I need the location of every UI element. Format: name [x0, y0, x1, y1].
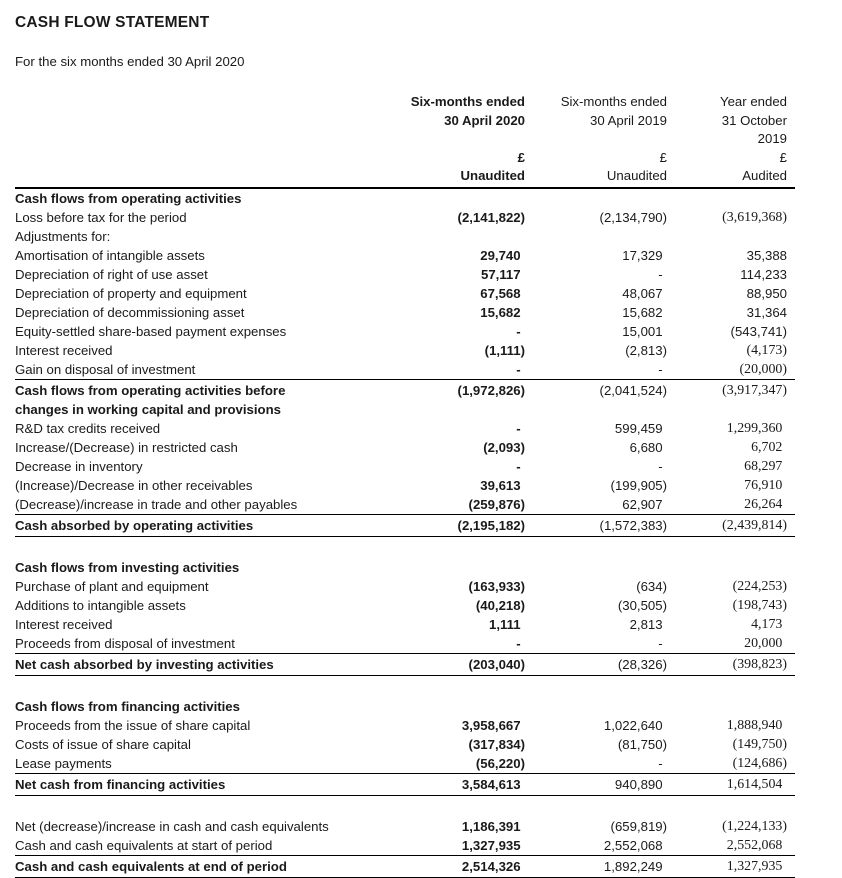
amount: - [658, 755, 663, 771]
table-row [15, 438, 795, 457]
row-label-line1: (Decrease)/increase in trade and other payables [15, 496, 298, 512]
column-header-six-months-2019-audit-status: Unaudited [606, 168, 667, 183]
table-row [15, 303, 795, 322]
column-header-six-months-2019-line1: 30 April 2019 [590, 112, 667, 128]
row-label-line1: Cash absorbed by operating activities [15, 517, 254, 533]
value-year-ended-2019 [667, 265, 795, 284]
amount: 2,514,326 [461, 858, 521, 874]
row-label-line1: (Increase)/Decrease in other receivables [15, 477, 253, 493]
value-six-months-2020 [370, 419, 525, 438]
header-audit-row [15, 167, 795, 186]
value-six-months-2019 [525, 634, 667, 653]
row-label [15, 634, 370, 653]
row-label-line2: changes in working capital and provisions [15, 401, 282, 417]
value-year-ended-2019 [667, 438, 795, 457]
table-row [15, 246, 795, 265]
amount: 114,233 [740, 266, 787, 282]
row-label-line1: Proceeds from the issue of share capital [15, 717, 251, 733]
row-label [15, 775, 370, 794]
row-label-line1: Interest received [15, 616, 113, 632]
row-label-line1: Interest received [15, 342, 113, 358]
amount: (259,876) [468, 496, 525, 512]
value-six-months-2019 [525, 857, 667, 876]
row-label-line1: Depreciation of right of use asset [15, 266, 208, 282]
value-year-ended-2019 [667, 341, 795, 360]
amount: 6,702 [751, 439, 783, 455]
value-six-months-2020 [370, 284, 525, 303]
amount: - [658, 635, 663, 651]
row-label-line1: R&D tax credits received [15, 420, 161, 436]
table-row [15, 735, 795, 754]
value-year-ended-2019 [667, 615, 795, 634]
amount: 1,614,504 [726, 776, 783, 792]
value-year-ended-2019 [667, 360, 795, 379]
value-six-months-2019 [525, 476, 667, 495]
column-header-six-months-2020-currency: £ [517, 149, 525, 165]
row-label [15, 735, 370, 754]
header-line-row [15, 112, 795, 131]
value-six-months-2019 [525, 577, 667, 596]
table-row [15, 596, 795, 615]
row-label [15, 516, 370, 535]
value-six-months-2020 [370, 360, 525, 379]
value-six-months-2020 [370, 438, 525, 457]
row-label-line1: Adjustments for: [15, 228, 111, 244]
table-row [15, 341, 795, 360]
value-six-months-2020 [370, 457, 525, 476]
value-year-ended-2019 [667, 495, 795, 514]
value-six-months-2020 [370, 836, 525, 855]
value-year-ended-2019 [667, 775, 795, 794]
row-label-line1: Equity-settled share-based payment expenses [15, 323, 287, 339]
value-six-months-2019 [525, 754, 667, 773]
row-label-line1: Cash and cash equivalents at end of period [15, 858, 287, 874]
column-header-year-ended-2019-line1: 31 October [721, 112, 787, 128]
row-label-line1: Amortisation of intangible assets [15, 247, 205, 263]
row-label-line1: Gain on disposal of investment [15, 361, 196, 377]
value-six-months-2020 [370, 476, 525, 495]
amount: 1,327,935 [726, 858, 783, 874]
value-six-months-2019 [525, 284, 667, 303]
table-body [15, 189, 795, 878]
table-row [15, 817, 795, 836]
amount: (3,619,368) [722, 209, 787, 225]
amount: - [658, 361, 663, 377]
amount: (149,750) [732, 736, 787, 752]
header-line-row [15, 93, 795, 112]
spacer-row [15, 537, 795, 558]
value-six-months-2019 [525, 615, 667, 634]
table-row [15, 836, 795, 855]
section-header-row [15, 189, 795, 208]
row-label [15, 341, 370, 360]
amount: (2,439,814) [722, 517, 787, 533]
value-six-months-2019 [525, 303, 667, 322]
value-six-months-2020 [370, 577, 525, 596]
row-label [15, 246, 370, 265]
value-six-months-2020 [370, 265, 525, 284]
row-label [15, 577, 370, 596]
value-year-ended-2019 [667, 655, 795, 674]
value-six-months-2020 [370, 716, 525, 735]
column-header-six-months-2020-line1: 30 April 2020 [444, 112, 525, 128]
amount: (2,141,822) [457, 209, 525, 225]
table-header [15, 93, 795, 186]
amount: 2,552,068 [726, 837, 783, 853]
table-row [15, 754, 795, 773]
amount: (40,218) [475, 597, 525, 613]
amount: 31,364 [746, 304, 787, 320]
row-label [15, 265, 370, 284]
row-label-line1: Lease payments [15, 755, 112, 771]
value-six-months-2019 [525, 381, 667, 400]
amount: (30,505) [617, 597, 667, 613]
row-label-line1: Cash flows from financing activities [15, 698, 240, 714]
amount: (224,253) [732, 578, 787, 594]
row-label-line1: Cash flows from investing activities [15, 559, 240, 575]
row-label [15, 322, 370, 341]
amount: (4,173) [746, 342, 787, 358]
section-header-row [15, 697, 795, 716]
column-header-six-months-2020-line0: Six-months ended [410, 94, 525, 109]
value-year-ended-2019 [667, 817, 795, 836]
amount: 15,001 [622, 323, 663, 339]
amount: (203,040) [468, 656, 525, 672]
amount: (163,933) [468, 578, 525, 594]
spacer-row [15, 676, 795, 697]
amount: 88,950 [746, 285, 787, 301]
cash-flow-table [15, 93, 795, 878]
amount: 599,459 [614, 420, 663, 436]
table-row [15, 208, 795, 227]
amount: (124,686) [732, 755, 787, 771]
amount: 4,173 [751, 616, 783, 632]
row-label [15, 655, 370, 674]
row-label [15, 208, 370, 227]
row-label [15, 596, 370, 615]
amount: (198,743) [732, 597, 787, 613]
value-six-months-2019 [525, 516, 667, 535]
total-row [15, 855, 795, 878]
column-header-year-ended-2019-line0: Year ended [720, 94, 787, 109]
row-label-line1: Cash and cash equivalents at start of period [15, 837, 273, 853]
value-six-months-2019 [525, 596, 667, 615]
amount: 48,067 [622, 285, 663, 301]
row-label [15, 716, 370, 735]
value-six-months-2020 [370, 303, 525, 322]
value-year-ended-2019 [667, 246, 795, 265]
row-label-line1: Purchase of plant and equipment [15, 578, 209, 594]
amount: 29,740 [480, 247, 521, 263]
row-label [15, 817, 370, 836]
value-six-months-2020 [370, 495, 525, 514]
value-six-months-2019 [525, 341, 667, 360]
row-label-line1: Additions to intangible assets [15, 597, 186, 613]
value-six-months-2020 [370, 208, 525, 227]
value-six-months-2020 [370, 775, 525, 794]
amount: 26,264 [744, 496, 783, 512]
value-year-ended-2019 [667, 634, 795, 653]
value-six-months-2020 [370, 596, 525, 615]
amount: 1,022,640 [603, 717, 663, 733]
row-label-line1: Depreciation of decommissioning asset [15, 304, 245, 320]
column-header-year-ended-2019-line2: 2019 [757, 131, 787, 146]
value-six-months-2019 [525, 836, 667, 855]
value-six-months-2019 [525, 655, 667, 674]
row-label-line1: Net (decrease)/increase in cash and cash equivalents [15, 818, 329, 834]
amount: - [658, 266, 663, 282]
value-six-months-2019 [525, 322, 667, 341]
value-year-ended-2019 [667, 284, 795, 303]
amount: 1,299,360 [726, 420, 783, 436]
row-label [15, 697, 370, 716]
row-label [15, 381, 370, 419]
row-label-line1: Proceeds from disposal of investment [15, 635, 235, 651]
value-year-ended-2019 [667, 381, 795, 400]
value-six-months-2020 [370, 341, 525, 360]
table-row [15, 634, 795, 653]
row-label [15, 284, 370, 303]
table-row [15, 476, 795, 495]
page-subtitle: For the six months ended 30 April 2020 [15, 54, 245, 69]
row-label [15, 495, 370, 514]
value-year-ended-2019 [667, 716, 795, 735]
value-year-ended-2019 [667, 457, 795, 476]
table-row [15, 615, 795, 634]
row-label [15, 438, 370, 457]
value-six-months-2019 [525, 246, 667, 265]
amount: (2,093) [483, 439, 525, 455]
amount: - [516, 635, 521, 651]
value-six-months-2019 [525, 438, 667, 457]
value-six-months-2020 [370, 817, 525, 836]
row-label [15, 457, 370, 476]
amount: 3,584,613 [461, 776, 521, 792]
amount: (1,111) [484, 342, 525, 358]
row-label-line1: Net cash absorbed by investing activities [15, 656, 274, 672]
amount: 15,682 [480, 304, 521, 320]
amount: 2,813 [629, 616, 663, 632]
table-row [15, 419, 795, 438]
amount: (317,834) [468, 736, 525, 752]
value-six-months-2019 [525, 775, 667, 794]
value-year-ended-2019 [667, 419, 795, 438]
header-currency-row [15, 149, 795, 168]
spacer-row [15, 796, 795, 817]
value-year-ended-2019 [667, 208, 795, 227]
amount: (20,000) [739, 361, 787, 377]
amount: (2,041,524) [599, 382, 667, 398]
row-label [15, 227, 370, 246]
table-row [15, 227, 795, 246]
amount: 57,117 [480, 266, 521, 282]
column-header-six-months-2020-audit-status: Unaudited [460, 168, 525, 183]
value-year-ended-2019 [667, 577, 795, 596]
amount: 2,552,068 [603, 837, 663, 853]
value-six-months-2019 [525, 735, 667, 754]
amount: 67,568 [480, 285, 521, 301]
value-year-ended-2019 [667, 322, 795, 341]
value-six-months-2020 [370, 735, 525, 754]
amount: (56,220) [475, 755, 525, 771]
value-six-months-2020 [370, 322, 525, 341]
value-six-months-2020 [370, 634, 525, 653]
page-title: CASH FLOW STATEMENT [15, 14, 210, 31]
amount: 3,958,667 [461, 717, 521, 733]
row-label [15, 754, 370, 773]
row-label [15, 857, 370, 876]
value-year-ended-2019 [667, 596, 795, 615]
amount: (1,572,383) [599, 517, 667, 533]
column-header-six-months-2019-currency: £ [659, 149, 667, 165]
row-label-line1: Cash flows from operating activities [15, 190, 242, 206]
amount: (543,741) [730, 323, 787, 339]
amount: (81,750) [617, 736, 667, 752]
amount: - [516, 323, 521, 339]
table-row [15, 265, 795, 284]
amount: 62,907 [622, 496, 663, 512]
amount: (199,905) [610, 477, 667, 493]
amount: 940,890 [614, 776, 663, 792]
row-label [15, 558, 370, 577]
total-row [15, 379, 795, 419]
value-six-months-2019 [525, 495, 667, 514]
total-row [15, 653, 795, 676]
row-label-line1: Net cash from financing activities [15, 776, 226, 792]
amount: (28,326) [617, 656, 667, 672]
amount: (2,134,790) [599, 209, 667, 225]
value-year-ended-2019 [667, 857, 795, 876]
value-six-months-2019 [525, 817, 667, 836]
row-label-line1: Depreciation of property and equipment [15, 285, 247, 301]
amount: (2,813) [625, 342, 667, 358]
column-header-year-ended-2019-currency: £ [779, 149, 787, 165]
row-label [15, 476, 370, 495]
amount: - [516, 458, 521, 474]
column-header-year-ended-2019-audit-status: Audited [742, 168, 787, 183]
amount: (2,195,182) [457, 517, 525, 533]
row-label [15, 419, 370, 438]
row-label [15, 303, 370, 322]
table-row [15, 284, 795, 303]
table-row [15, 360, 795, 379]
row-label [15, 189, 370, 208]
amount: 1,888,940 [726, 717, 783, 733]
amount: 1,111 [489, 616, 521, 632]
value-six-months-2020 [370, 857, 525, 876]
table-row [15, 322, 795, 341]
value-year-ended-2019 [667, 754, 795, 773]
row-label-line1: Cash flows from operating activities before [15, 382, 286, 398]
amount: 15,682 [622, 304, 663, 320]
table-row [15, 577, 795, 596]
value-six-months-2019 [525, 457, 667, 476]
value-year-ended-2019 [667, 516, 795, 535]
total-row [15, 514, 795, 537]
amount: (1,972,826) [457, 382, 525, 398]
amount: 35,388 [746, 247, 787, 263]
amount: (634) [636, 578, 667, 594]
amount: - [516, 361, 521, 377]
value-six-months-2019 [525, 208, 667, 227]
value-year-ended-2019 [667, 476, 795, 495]
header-line-row [15, 130, 795, 149]
amount: 39,613 [480, 477, 521, 493]
row-label-line1: Decrease in inventory [15, 458, 143, 474]
amount: 1,186,391 [461, 818, 521, 834]
amount: (1,224,133) [722, 818, 787, 834]
value-six-months-2020 [370, 246, 525, 265]
table-row [15, 457, 795, 476]
row-label-line1: Costs of issue of share capital [15, 736, 191, 752]
amount: 1,892,249 [603, 858, 663, 874]
value-six-months-2020 [370, 655, 525, 674]
amount: 20,000 [744, 635, 783, 651]
amount: 6,680 [629, 439, 663, 455]
amount: 68,297 [744, 458, 783, 474]
amount: - [516, 420, 521, 436]
amount: 76,910 [744, 477, 783, 493]
value-year-ended-2019 [667, 836, 795, 855]
amount: (398,823) [732, 656, 787, 672]
row-label [15, 615, 370, 634]
table-row [15, 495, 795, 514]
value-six-months-2020 [370, 754, 525, 773]
section-header-row [15, 558, 795, 577]
value-six-months-2019 [525, 419, 667, 438]
column-header-six-months-2019-line0: Six-months ended [560, 94, 667, 109]
amount: (3,917,347) [722, 382, 787, 398]
value-year-ended-2019 [667, 735, 795, 754]
row-label-line1: Loss before tax for the period [15, 209, 187, 225]
amount: - [658, 458, 663, 474]
row-label [15, 836, 370, 855]
total-row [15, 773, 795, 796]
value-year-ended-2019 [667, 303, 795, 322]
amount: (659,819) [610, 818, 667, 834]
row-label [15, 360, 370, 379]
value-six-months-2019 [525, 265, 667, 284]
row-label-line1: Increase/(Decrease) in restricted cash [15, 439, 238, 455]
value-six-months-2020 [370, 516, 525, 535]
amount: 1,327,935 [461, 837, 521, 853]
table-row [15, 716, 795, 735]
amount: 17,329 [622, 247, 663, 263]
value-six-months-2020 [370, 615, 525, 634]
value-six-months-2020 [370, 381, 525, 400]
value-six-months-2019 [525, 716, 667, 735]
value-six-months-2019 [525, 360, 667, 379]
